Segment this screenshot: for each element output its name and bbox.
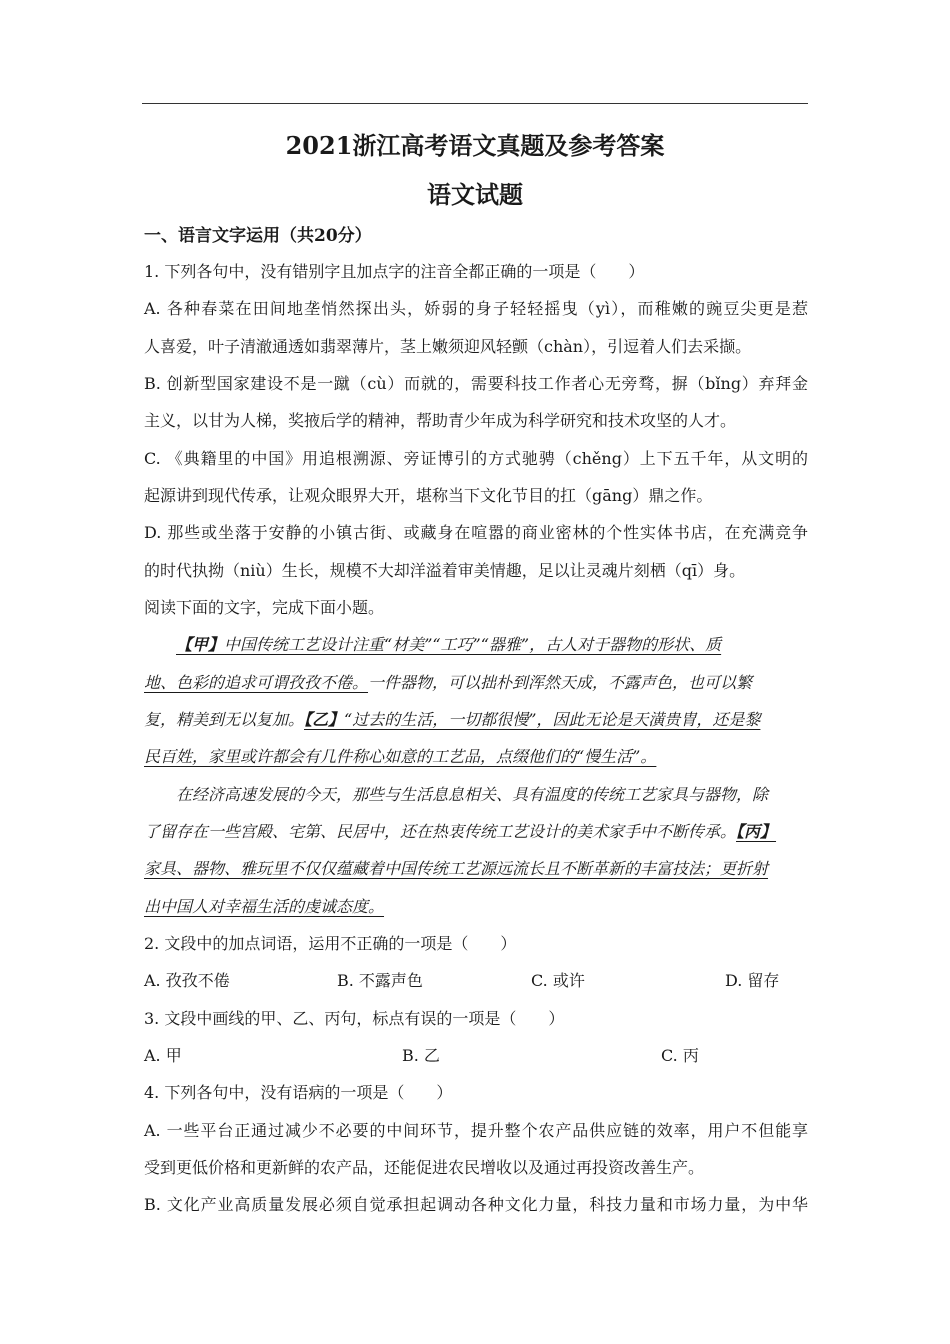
passage-p2-line1: 在经济高速发展的今天，那些与生活息息相关、具有温度的传统工艺家具与器物，除 bbox=[176, 785, 769, 804]
section-heading: 一、语言文字运用（共20分） bbox=[144, 226, 372, 246]
document-subtitle: 语文试题 bbox=[427, 180, 523, 209]
q1-option-b-line2: 主义，以甘为人梯，奖掖后学的精神，帮助青少年成为科学研究和技术攻坚的人才。 bbox=[144, 411, 737, 430]
q1-stem: 1. 下列各句中，没有错别字且加点字的注音全都正确的一项是（ ） bbox=[144, 262, 645, 281]
q4-option-a-line1: A. 一些平台正通过减少不必要的中间环节，提升整个农产品供应链的效率，用户不但能享 bbox=[144, 1121, 808, 1140]
q4-option-a-line2: 受到更低价格和更新鲜的农产品，还能促进农民增收以及通过再投资改善生产。 bbox=[144, 1158, 705, 1177]
passage-text: 了留存在一些宫殿、宅第、民居中，还在热衷传统工艺设计的美术家手中不断传承。 bbox=[144, 822, 737, 841]
q1-option-a-line2: 人喜爱，叶子清澈通透如翡翠薄片，茎上嫩须迎风轻颤（chàn），引逗着人们去采撷。 bbox=[144, 337, 752, 356]
q1-option-b-line1: B. 创新型国家建设不是一蹴（cù）而就的，需要科技工作者心无旁骛，摒（bǐng）弃拜金 bbox=[144, 374, 808, 393]
q4-stem: 4. 下列各句中，没有语病的一项是（ ） bbox=[144, 1083, 453, 1102]
q2-option-a: A. 孜孜不倦 bbox=[144, 971, 230, 990]
q4-option-b-line1: B. 文化产业高质量发展必须自觉承担起调动各种文化力量，科技力量和市场力量，为中华 bbox=[144, 1195, 808, 1214]
passage-text: 复，精美到无以复加。 bbox=[144, 710, 305, 729]
passage-p2-line4 bbox=[144, 897, 384, 917]
passage-p2-line3 bbox=[144, 859, 768, 879]
sentence-jia-part1: 中国传统工艺设计注重“材美”“工巧”“器雅”，古人对于器物的形状、质 bbox=[224, 635, 722, 654]
passage-p2-line2 bbox=[144, 822, 776, 842]
sentence-yi-part1: “过去的生活，一切都很慢”，因此无论是天潢贵胄，还是黎 bbox=[344, 710, 761, 729]
q1-option-c-line2: 起源讲到现代传承，让观众眼界大开，堪称当下文化节目的扛（gāng）鼎之作。 bbox=[144, 486, 713, 505]
label-bing: 【丙】 bbox=[736, 822, 777, 841]
q1-option-d-line1: D. 那些或坐落于安静的小镇古街、或藏身在喧嚣的商业密林的个性实体书店，在充满竞争 bbox=[144, 523, 808, 542]
q2-option-c: C. 或许 bbox=[531, 971, 585, 990]
q2-stem: 2. 文段中的加点词语，运用不正确的一项是（ ） bbox=[144, 934, 517, 953]
q3-stem: 3. 文段中画线的甲、乙、丙句，标点有误的一项是（ ） bbox=[144, 1009, 565, 1028]
q1-option-c-line1: C. 《典籍里的中国》用追根溯源、旁证博引的方式驰骋（chěng）上下五千年，从文明的 bbox=[144, 449, 808, 468]
sentence-bing-part2: 出中国人对幸福生活的虔诚态度。 bbox=[144, 897, 385, 916]
label-jia: 【甲】 bbox=[176, 635, 225, 654]
q1-option-d-line2: 的时代执拗（niù）生长，规模不大却洋溢着审美情趣，足以让灵魂片刻栖（qī）身。 bbox=[144, 561, 746, 580]
q3-option-c: C. 丙 bbox=[661, 1046, 699, 1065]
q2-option-d: D. 留存 bbox=[725, 971, 780, 990]
q1-option-a-line1: A. 各种春菜在田间地垄悄然探出头，娇弱的身子轻轻摇曳（yì），而稚嫩的豌豆尖更是惹 bbox=[144, 299, 808, 318]
sentence-yi-part2: 民百姓，家里或许都会有几件称心如意的工艺品，点缀他们的“慢生活”。 bbox=[144, 747, 657, 766]
passage-text: 一件器物，可以拙朴到浑然天成，不露声色，也可以繁 bbox=[368, 673, 753, 692]
passage-p1-line2 bbox=[144, 673, 752, 693]
q3-option-a: A. 甲 bbox=[144, 1046, 182, 1065]
sentence-jia-part2: 地、色彩的追求可谓孜孜不倦。 bbox=[144, 673, 369, 692]
reading-intro: 阅读下面的文字，完成下面小题。 bbox=[144, 598, 385, 617]
q3-option-b: B. 乙 bbox=[402, 1046, 440, 1065]
passage-p1-line3 bbox=[144, 710, 760, 730]
q2-option-b: B. 不露声色 bbox=[337, 971, 423, 990]
sentence-bing-part1: 家具、器物、雅玩里不仅仅蕴藏着中国传统工艺源远流长且不断革新的丰富技法；更折射 bbox=[144, 859, 769, 878]
header-rule bbox=[142, 103, 808, 104]
label-yi: 【乙】 bbox=[304, 710, 345, 729]
passage-p1-line4 bbox=[144, 747, 656, 767]
passage-p1-line1 bbox=[176, 635, 788, 655]
document-title: 2021浙江高考语文真题及参考答案 bbox=[285, 131, 665, 160]
